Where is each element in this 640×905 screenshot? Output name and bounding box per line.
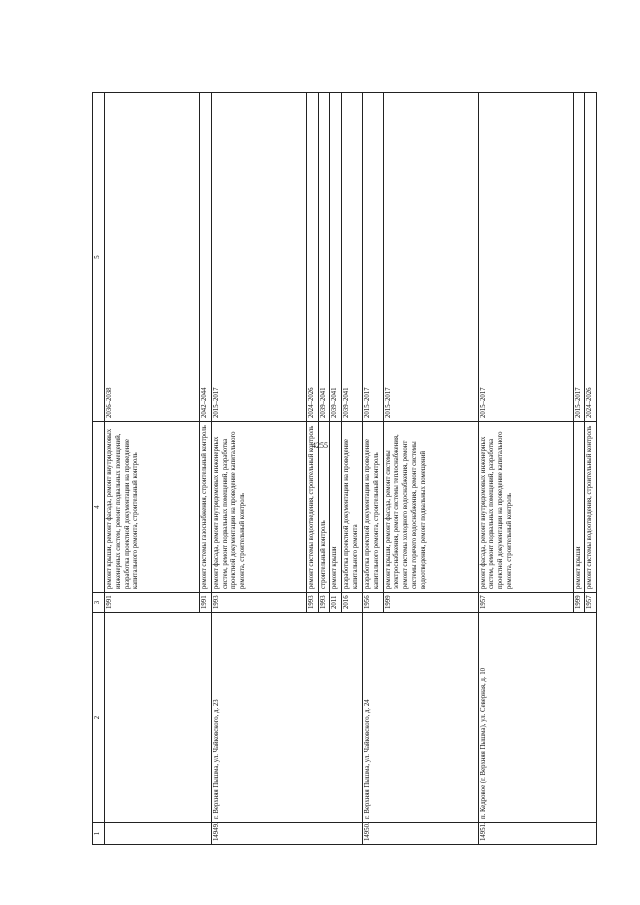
- header-col-4: 4: [93, 422, 105, 593]
- rotated-table-container: [92, 92, 597, 845]
- work-cell: ремонт системы водоотведения, строительный контроль: [585, 422, 597, 593]
- year-cell: 2011: [330, 593, 342, 613]
- period-cell: 2015–2017: [573, 93, 585, 422]
- header-col-2: 2: [93, 613, 105, 823]
- period-cell: 2039–2041: [342, 93, 363, 422]
- year-cell: 1956: [362, 593, 383, 613]
- work-cell: ремонт крыши, ремонт фасада, ремонт внутридомовых инженерных систем, ремонт подвальных помещений, разработка проектной документации на проведение капитального ремонта, строительный контроль: [105, 422, 200, 593]
- table-row: [478, 93, 573, 845]
- table-row: [105, 93, 200, 845]
- period-cell: 2024–2026: [306, 93, 318, 422]
- period-cell: 2015–2017: [211, 93, 306, 422]
- repair-schedule-table: [92, 92, 597, 845]
- period-cell: 2039–2041: [330, 93, 342, 422]
- row-number: 14949.: [211, 823, 362, 845]
- work-cell: ремонт фасада, ремонт внутридомовых инженерных систем, ремонт подвальных помещений, разработка проектной документации на проведение капитального ремонта, строительный контроль: [478, 422, 573, 593]
- period-cell: 2039–2041: [318, 93, 330, 422]
- header-row: [93, 93, 105, 845]
- work-cell: ремонт системы водоотведения, строительный контроль: [306, 422, 318, 593]
- period-cell: 2042–2044: [200, 93, 212, 422]
- address-cell: п. Кедровое (г. Верхняя Пышма), ул. Северная, д. 10: [478, 613, 597, 823]
- year-cell: 1993: [318, 593, 330, 613]
- period-cell: 2015–2017: [362, 93, 383, 422]
- page-number: 4255: [312, 441, 328, 450]
- work-cell: ремонт фасада, ремонт внутридомовых инженерных систем, ремонт подвальных помещений, разработка проектной документации на проведение капитального ремонта, строительный контроль: [211, 422, 306, 593]
- address-cell: г. Верхняя Пышма, ул. Чайковского, д. 23: [211, 613, 362, 823]
- work-cell: ремонт системы газоснабжения, строительный контроль: [200, 422, 212, 593]
- period-cell: 2015–2017: [478, 93, 573, 422]
- work-cell: ремонт крыши: [330, 422, 342, 593]
- work-cell: разработка проектной документации на проведение капитального ремонта, строительный контроль: [362, 422, 383, 593]
- header-col-5: 5: [93, 93, 105, 422]
- period-cell: 2024–2026: [585, 93, 597, 422]
- year-cell: 1999: [573, 593, 585, 613]
- work-cell: разработка проектной документации на проведение капитального ремонта: [342, 422, 363, 593]
- year-cell: 1991: [200, 593, 212, 613]
- year-cell: 1993: [211, 593, 306, 613]
- year-cell: 1993: [306, 593, 318, 613]
- year-cell: 1957: [585, 593, 597, 613]
- address-cell: [105, 613, 212, 823]
- work-cell: ремонт крыши: [573, 422, 585, 593]
- table-row: [362, 93, 383, 845]
- work-cell: ремонт крыши, ремонт фасада, ремонт системы электроснабжения, ремонт системы теплоснабжения, ремонт системы холодного водоснабжения, ремонт системы горячего водоснабжения, ремонт системы водоотведения, ремонт подвальных помещений: [383, 422, 478, 593]
- work-cell: строительный контроль: [318, 422, 330, 593]
- header-col-3: 3: [93, 593, 105, 613]
- row-number: [105, 823, 212, 845]
- address-cell: г. Верхняя Пышма, ул. Чайковского, д. 24: [362, 613, 478, 823]
- header-col-1: 1: [93, 823, 105, 845]
- period-cell: 2036–2038: [105, 93, 200, 422]
- table-row: [211, 93, 306, 845]
- year-cell: 2016: [342, 593, 363, 613]
- year-cell: 1999: [383, 593, 478, 613]
- year-cell: 1957: [478, 593, 573, 613]
- row-number: 14950.: [362, 823, 478, 845]
- row-number: 14951.: [478, 823, 597, 845]
- period-cell: 2015–2017: [383, 93, 478, 422]
- year-cell: 1991: [105, 593, 200, 613]
